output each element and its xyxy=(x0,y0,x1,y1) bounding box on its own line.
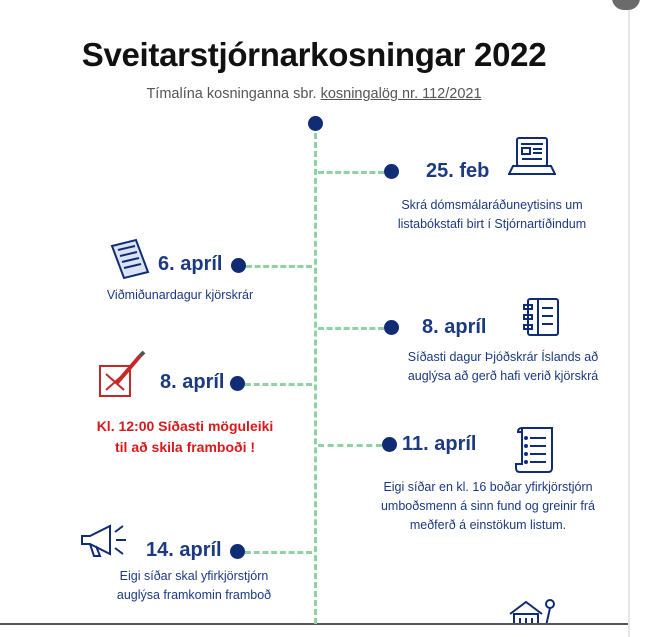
connector xyxy=(246,265,312,268)
event-date: 11. apríl xyxy=(402,433,477,455)
document-icon xyxy=(106,238,154,287)
page-title: Sveitarstjórnarkosningar 2022 xyxy=(81,36,547,73)
description-line: listabókstafi birt í Stjórnartíðindum xyxy=(397,217,587,231)
subtitle-text: Tímalína kosninganna sbr. xyxy=(146,86,321,102)
event-date: 25. feb xyxy=(426,160,490,182)
event-description xyxy=(84,567,304,605)
event-description xyxy=(70,286,290,305)
event-date: 8. apríl xyxy=(160,371,225,393)
address-book-icon xyxy=(518,296,566,345)
event-description xyxy=(354,478,622,535)
scroll-list-icon xyxy=(512,424,560,481)
warning-line: Kl. 12:00 Síðasti möguleiki xyxy=(96,418,274,434)
deadline-warning xyxy=(70,416,300,458)
warning-line: til að skila framboði ! xyxy=(114,439,256,455)
timeline-start-dot xyxy=(308,116,323,131)
connector xyxy=(318,327,384,330)
polling-station-icon xyxy=(506,596,562,623)
description-line: meðferð á einstökum listum. xyxy=(409,518,567,532)
event-dot xyxy=(230,544,245,559)
event-dot xyxy=(231,258,246,273)
event-dot xyxy=(382,437,397,452)
ballot-pen-icon xyxy=(96,350,148,405)
event-date: 8. apríl xyxy=(422,316,487,338)
description-line: umboðsmenn á sinn fund og greinir frá xyxy=(380,499,595,513)
event-date: 14. apríl xyxy=(146,539,222,561)
event-description xyxy=(372,196,612,234)
description-line: Viðmiðunardagur kjörskrár xyxy=(106,288,254,302)
connector xyxy=(245,383,312,386)
timeline-spine xyxy=(314,124,317,624)
megaphone-icon xyxy=(76,520,132,565)
description-line: auglýsa framkomin framboð xyxy=(116,588,272,602)
description-line: Síðasti dagur Þjóðskrár Íslands að xyxy=(407,350,599,364)
scroll-thumb[interactable] xyxy=(612,0,640,10)
event-dot xyxy=(384,164,399,179)
law-link[interactable]: kosningalög nr. 112/2021 xyxy=(320,86,482,102)
event-dot xyxy=(384,320,399,335)
scrollbar-track xyxy=(628,0,630,637)
description-line: Eigi síðar skal yfirkjörstjórn xyxy=(119,569,269,583)
laptop-icon xyxy=(508,134,556,187)
connector xyxy=(318,171,384,174)
event-dot xyxy=(230,376,245,391)
description-line: Skrá dómsmálaráðuneytisins um xyxy=(401,198,583,212)
description-line: auglýsa að gerð hafi verið kjörskrá xyxy=(407,369,599,383)
event-description xyxy=(378,348,628,386)
connector xyxy=(245,551,312,554)
connector xyxy=(318,444,382,447)
page-subtitle xyxy=(0,86,628,102)
event-date: 6. apríl xyxy=(158,253,223,275)
description-line: Eigi síðar en kl. 16 boðar yfirkjörstjórn xyxy=(383,480,593,494)
